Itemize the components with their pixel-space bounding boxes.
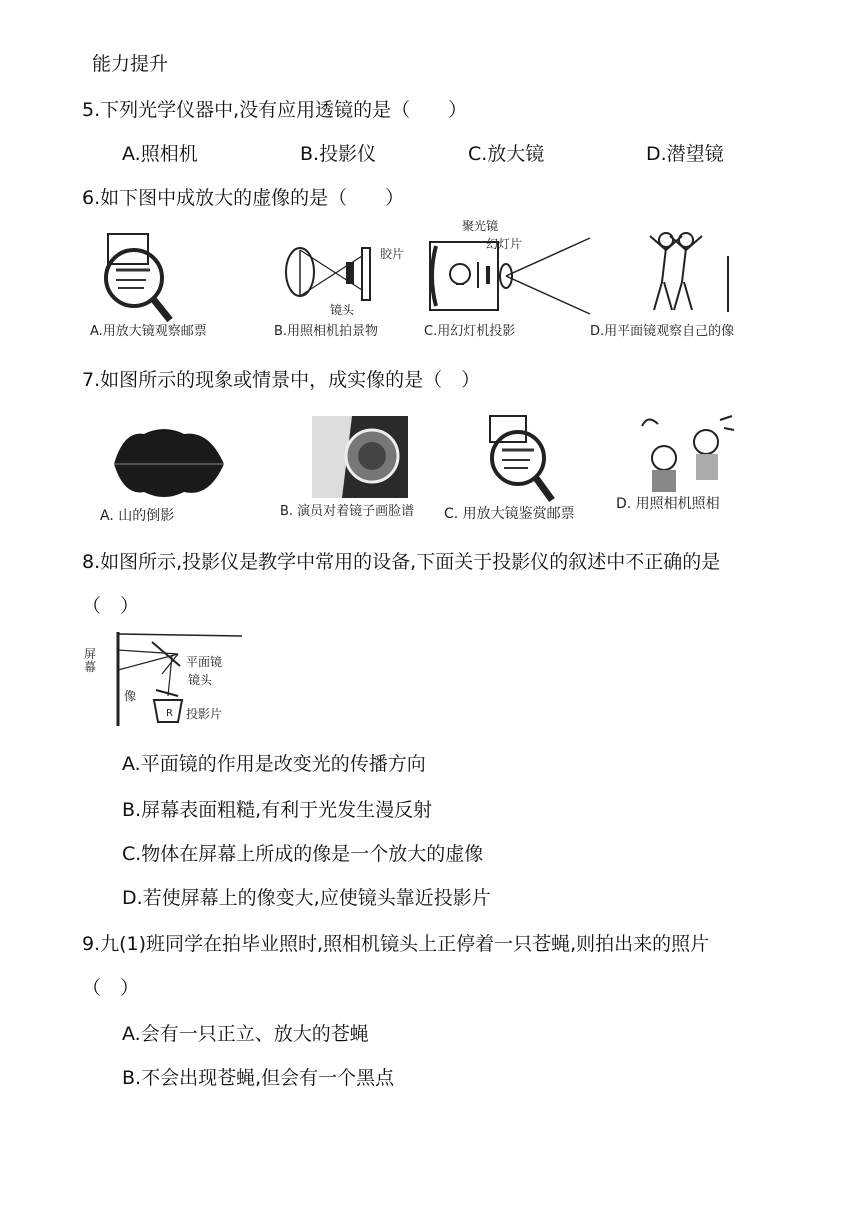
q7-figure-d-camera-cartoon — [636, 412, 736, 496]
q6-caption-c: C.用幻灯机投影 — [424, 324, 516, 339]
q8-label-screen: 屏幕 — [84, 647, 97, 674]
q8-option-b[interactable]: B.屏幕表面粗糙,有利于光发生漫反射 — [122, 799, 433, 821]
question-7-stem: 7.如图所示的现象或情景中，成实像的是（ ） — [82, 369, 481, 391]
q6-figure-d-mirror — [636, 226, 736, 318]
question-6-stem: 6.如下图中成放大的虚像的是（ ） — [82, 187, 405, 209]
q6-caption-d: D.用平面镜观察自己的像 — [590, 324, 735, 339]
q7-figure-a-reflection — [114, 424, 224, 502]
q8-option-a[interactable]: A.平面镜的作用是改变光的传播方向 — [122, 753, 426, 775]
q9-option-a[interactable]: A.会有一只正立、放大的苍蝇 — [122, 1023, 369, 1045]
q5-option-c[interactable]: C.放大镜 — [468, 143, 545, 165]
q5-option-b[interactable]: B.投影仪 — [300, 143, 377, 165]
q7-figure-b-mirror-photo — [312, 416, 408, 498]
q8-option-d[interactable]: D.若使屏幕上的像变大,应使镜头靠近投影片 — [122, 887, 491, 909]
q6-label-film: 胶片 — [380, 247, 405, 261]
q6-caption-a: A.用放大镜观察邮票 — [90, 324, 207, 339]
q8-label-lens: 镜头 — [188, 673, 213, 687]
section-title: 能力提升 — [92, 53, 169, 75]
question-9-stem-line2: （ ） — [82, 977, 140, 999]
q9-option-b[interactable]: B.不会出现苍蝇,但会有一个黑点 — [122, 1067, 395, 1089]
q8-figure-projector — [82, 626, 262, 736]
q5-option-d[interactable]: D.潜望镜 — [646, 143, 724, 165]
q6-label-condenser: 聚光镜 — [462, 219, 499, 233]
q7-caption-a: A. 山的倒影 — [100, 508, 175, 524]
q7-caption-c: C. 用放大镜鉴赏邮票 — [444, 506, 575, 522]
q6-caption-b: B.用照相机拍景物 — [274, 324, 379, 339]
q8-option-c[interactable]: C.物体在屏幕上所成的像是一个放大的虚像 — [122, 843, 484, 865]
q7-caption-b: B. 演员对着镜子画脸谱 — [280, 504, 415, 519]
question-5-stem: 5.下列光学仪器中,没有应用透镜的是（ ） — [82, 99, 468, 121]
q8-label-slide: 投影片 — [186, 707, 223, 721]
q6-label-slide: 幻灯片 — [486, 237, 523, 251]
q8-label-image: 像 — [124, 689, 137, 703]
question-8-stem-line1: 8.如图所示,投影仪是教学中常用的设备,下面关于投影仪的叙述中不正确的是 — [82, 551, 721, 573]
q6-figure-a-magnifier — [100, 228, 190, 324]
q5-option-a[interactable]: A.照相机 — [122, 143, 198, 165]
q7-figure-c-magnifier — [486, 414, 566, 504]
q8-label-mirror: 平面镜 — [186, 655, 223, 669]
q7-caption-d: D. 用照相机照相 — [616, 496, 720, 512]
q6-label-lens: 镜头 — [330, 303, 355, 317]
question-8-stem-line2: （ ） — [82, 595, 140, 617]
svg-text:R: R — [166, 708, 173, 719]
question-9-stem-line1: 9.九(1)班同学在拍毕业照时,照相机镜头上正停着一只苍蝇,则拍出来的照片 — [82, 933, 710, 955]
